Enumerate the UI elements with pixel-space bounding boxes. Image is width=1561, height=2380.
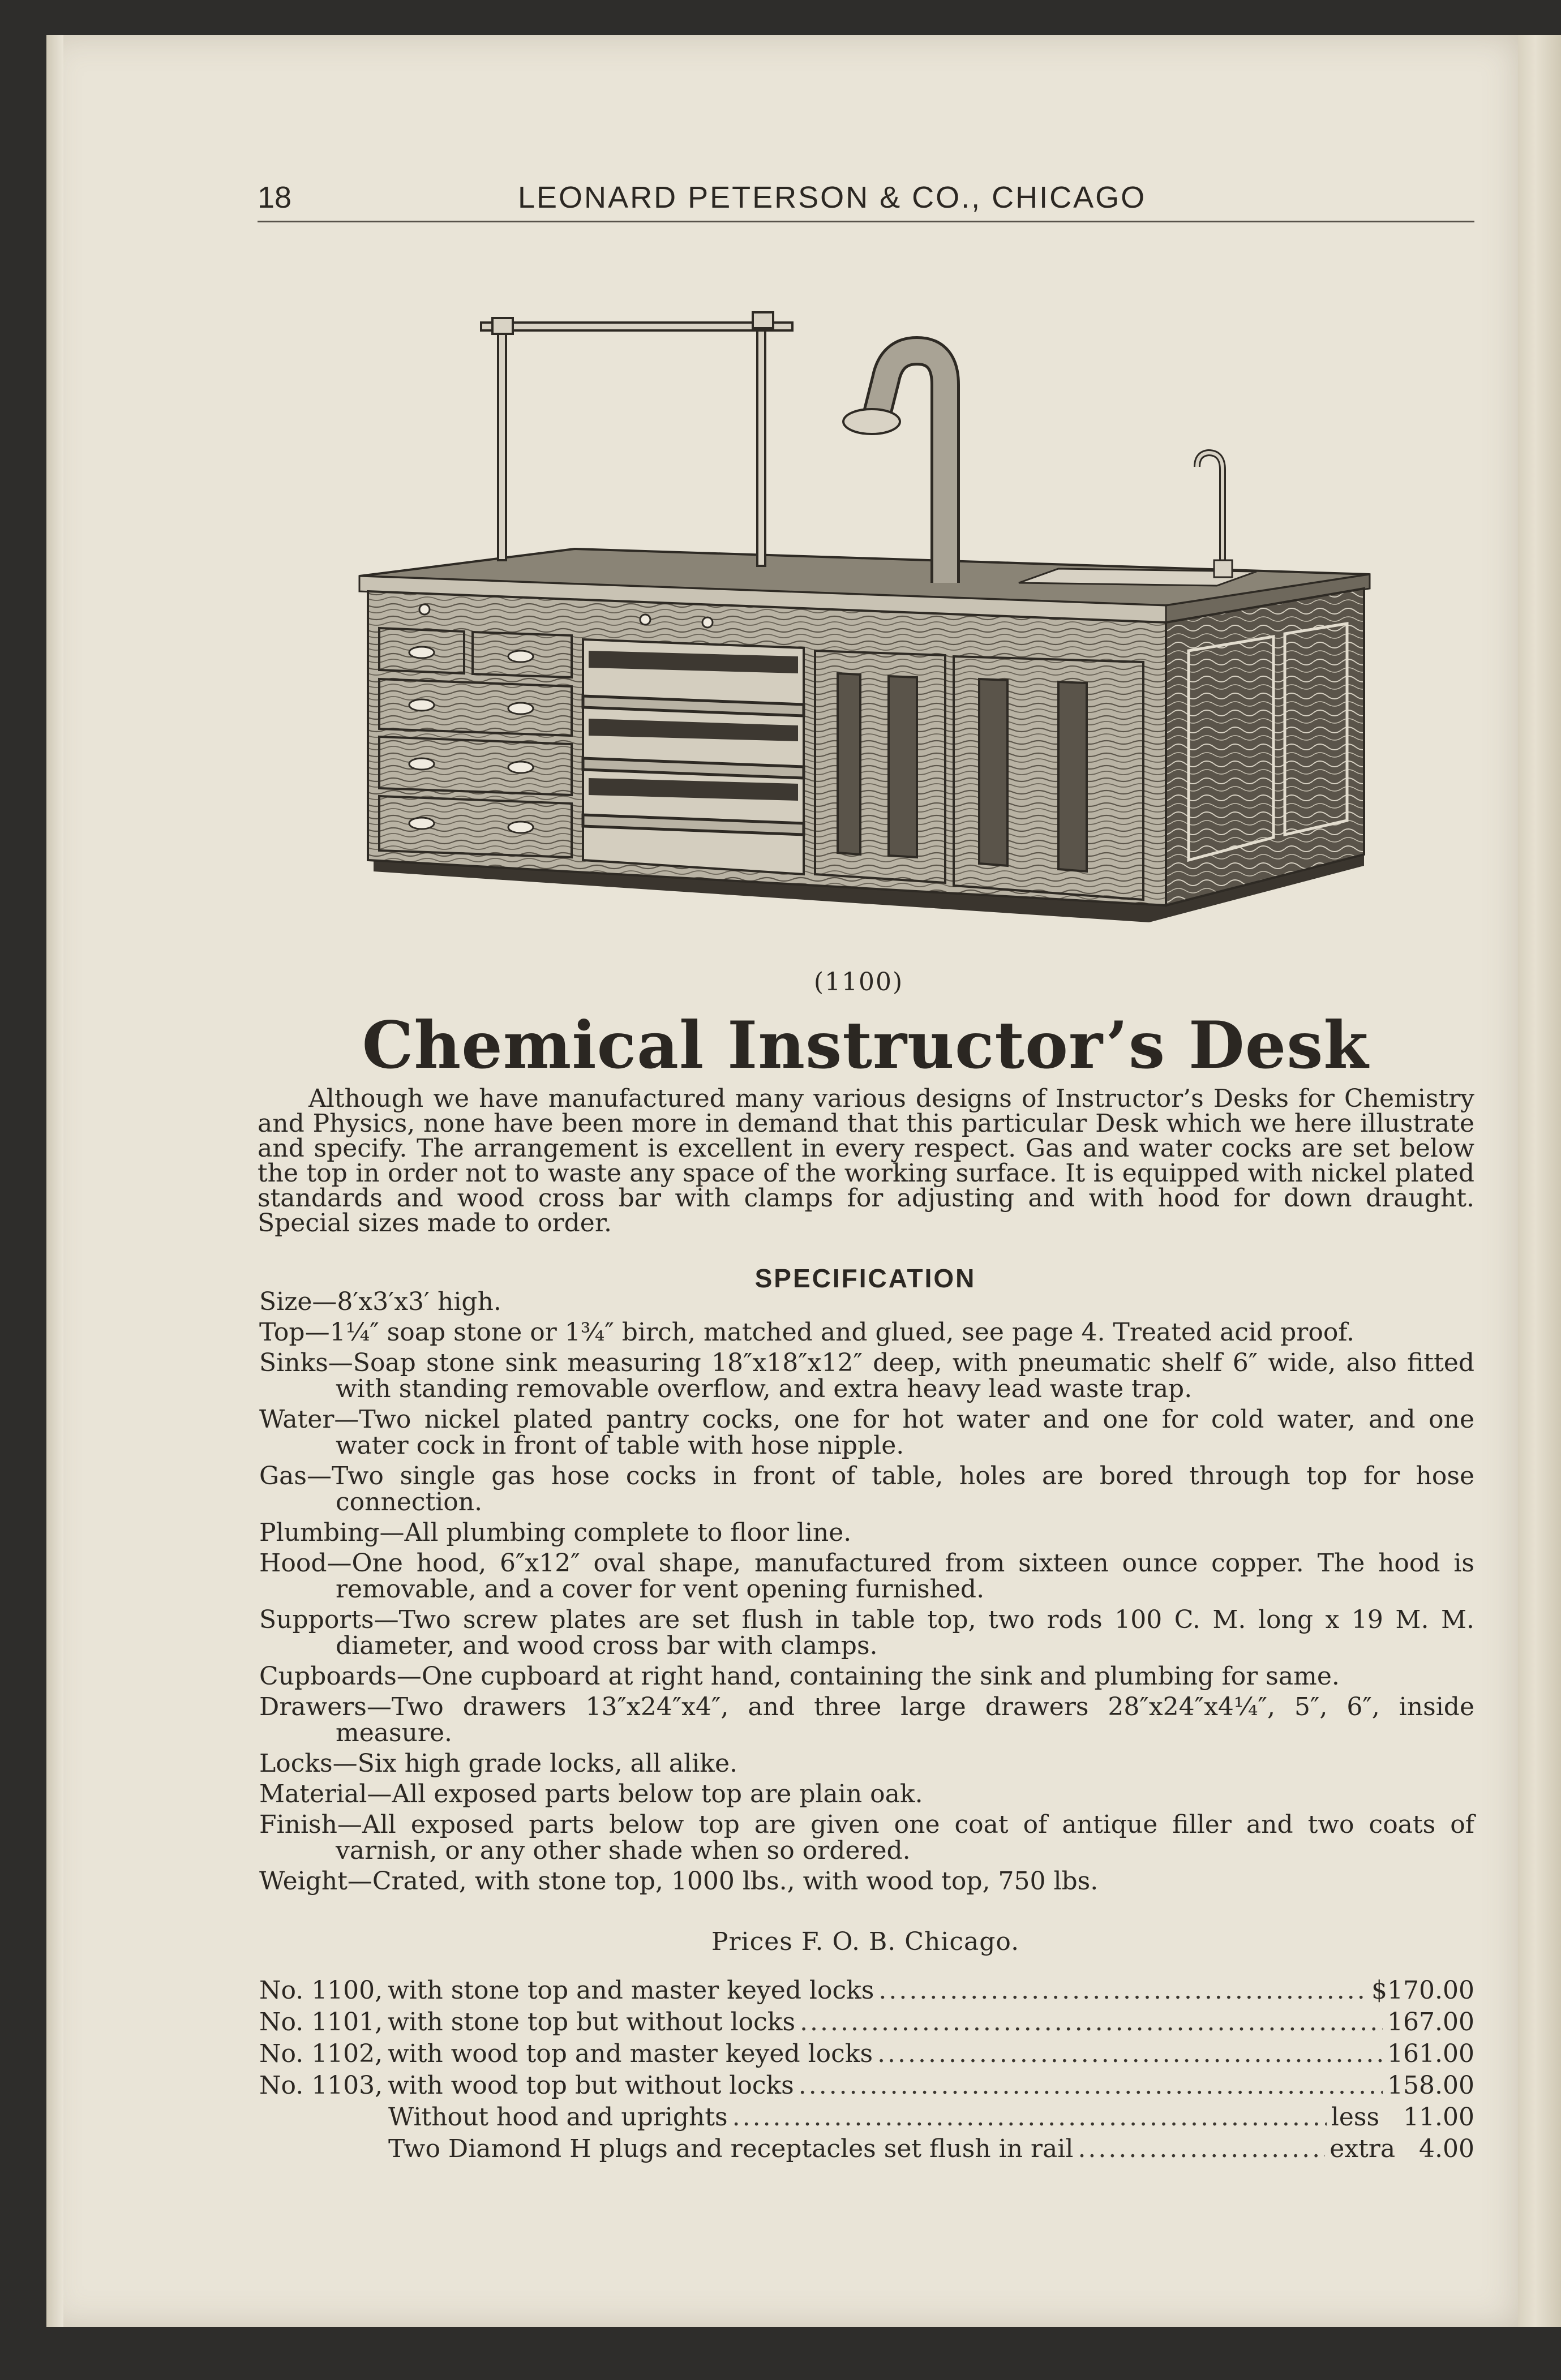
intro-paragraph: Although we have manufactured many various designs of Instructor’s Desks for Chemistry and Physics, none have been more in demand that this particular Desk which we here illustrate and specify. The arrangement is excellent in every respect. Gas and water cocks are set below the top in order not to waste any space of the working surface. It is equipped with nickel plated standards and wood cross bar with clamps for adjusting and with hood for down draught. Special sizes made to order. bbox=[258, 1084, 1474, 1238]
product-title: Chemical Instructor’s Desk bbox=[362, 1007, 1369, 1083]
model-number: No. 1103, bbox=[259, 2071, 383, 2100]
price-row bbox=[259, 2007, 1474, 2038]
dot-leader bbox=[877, 2038, 1383, 2070]
dot-leader bbox=[732, 2102, 1327, 2133]
dot-leader bbox=[878, 1975, 1367, 2007]
spec-item: Weight—Crated, with stone top, 1000 lbs., with wood top, 750 lbs. bbox=[259, 1867, 1099, 1896]
dot-leader bbox=[799, 2070, 1383, 2102]
page-number: 18 bbox=[258, 181, 292, 214]
price-extra-row bbox=[259, 2102, 1474, 2133]
running-title: LEONARD PETERSON & CO., CHICAGO bbox=[518, 181, 1147, 214]
spec-item: Top—1¼″ soap stone or 1¾″ birch, matched and glued, see page 4. Treated acid proof. bbox=[259, 1318, 1355, 1347]
model-number: No. 1101, bbox=[259, 2008, 383, 2037]
model-price: 158.00 bbox=[1387, 2071, 1474, 2100]
model-number: No. 1100, bbox=[259, 1976, 383, 2005]
dot-leader bbox=[1078, 2133, 1325, 2165]
spec-item: Gas—Two single gas hose cocks in front of table, holes are bored through top for hose connection. bbox=[259, 1462, 1474, 1517]
spec-item: Cupboards—One cupboard at right hand, containing the sink and plumbing for same. bbox=[259, 1662, 1340, 1691]
model-price: 161.00 bbox=[1387, 2039, 1474, 2068]
spec-item: Sinks—Soap stone sink measuring 18″x18″x12″ deep, with pneumatic shelf 6″ wide, also fitted with standing removable overflow, and extra heavy lead waste trap. bbox=[259, 1348, 1474, 1403]
model-price: $170.00 bbox=[1371, 1976, 1474, 2005]
dot-leader bbox=[800, 2007, 1383, 2038]
model-description: with stone top and master keyed locks bbox=[388, 1976, 874, 2005]
model-price: 167.00 bbox=[1387, 2008, 1474, 2037]
price-row bbox=[259, 1975, 1474, 2007]
spec-item: Plumbing—All plumbing complete to floor line. bbox=[259, 1518, 852, 1547]
price-list bbox=[259, 1975, 1474, 2165]
extra-description: Two Diamond H plugs and receptacles set flush in rail bbox=[388, 2134, 1074, 2163]
price-row bbox=[259, 2070, 1474, 2102]
model-description: with wood top and master keyed locks bbox=[388, 2039, 873, 2068]
price-row bbox=[259, 2038, 1474, 2070]
spec-item: Material—All exposed parts below top are plain oak. bbox=[259, 1780, 923, 1808]
specification-list bbox=[259, 1289, 1474, 1899]
spec-item: Drawers—Two drawers 13″x24″x4″, and three large drawers 28″x24″x4¼″, 5″, 6″, inside measure. bbox=[259, 1692, 1474, 1747]
figure-number: (1100) bbox=[813, 968, 904, 996]
extra-description: Without hood and uprights bbox=[388, 2103, 728, 2132]
extra-price: less 11.00 bbox=[1331, 2103, 1474, 2132]
model-number: No. 1102, bbox=[259, 2039, 383, 2068]
price-extra-row bbox=[259, 2133, 1474, 2165]
spec-item: Hood—One hood, 6″x12″ oval shape, manufactured from sixteen ounce copper. The hood is removable, and a cover for vent opening furnished. bbox=[259, 1549, 1474, 1604]
model-description: with stone top but without locks bbox=[388, 2008, 796, 2037]
extra-price: extra 4.00 bbox=[1330, 2134, 1474, 2163]
page-stack-edge bbox=[1518, 35, 1561, 2327]
desk-illustration bbox=[351, 266, 1381, 973]
spec-item: Water—Two nickel plated pantry cocks, one for hot water and one for cold water, and one water cock in front of table with hose nipple. bbox=[259, 1405, 1474, 1460]
spec-item: Finish—All exposed parts below top are given one coat of antique filler and two coats of varnish, or any other shade when so ordered. bbox=[259, 1810, 1474, 1865]
model-description: with wood top but without locks bbox=[388, 2071, 794, 2100]
spec-item: Supports—Two screw plates are set flush in table top, two rods 100 C. M. long x 19 M. M. diameter, and wood cross bar with clamps. bbox=[259, 1605, 1474, 1660]
spec-item: Size—8′x3′x3′ high. bbox=[259, 1287, 501, 1316]
page-binding-edge bbox=[46, 35, 63, 2327]
running-head bbox=[258, 175, 1474, 222]
prices-heading: Prices F. O. B. Chicago. bbox=[711, 1927, 1020, 1956]
spec-item: Locks—Six high grade locks, all alike. bbox=[259, 1749, 737, 1778]
specification-heading: SPECIFICATION bbox=[754, 1264, 976, 1293]
